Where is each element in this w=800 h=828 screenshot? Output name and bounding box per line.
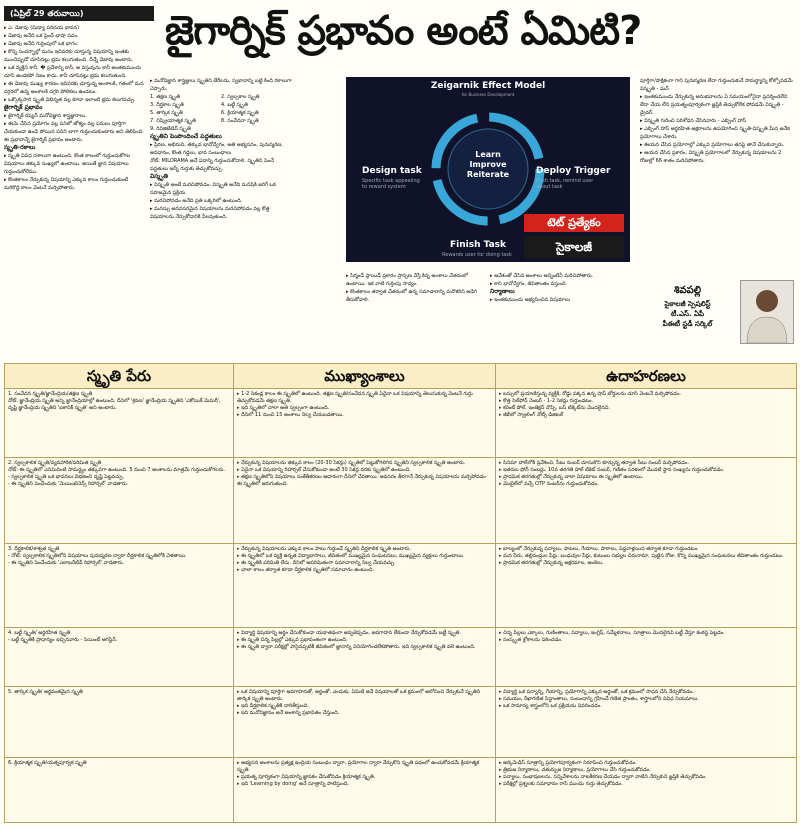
examples-cell-line: ▸ సినిమా హాల్‌లోకి ప్రవేశించి, సీటు నంబర్ చూసుకొని కూర్చున్న తర్వాత సీటు నంబర్ మర్చిపోవడం. <box>499 460 793 467</box>
page-title: జైగార్నిక్ ప్రభావం అంటే ఏమిటి? <box>165 8 642 54</box>
examples-cell-line: ▸ మొబైల్‌లో వచ్చే OTP నంబర్‌ను గుర్తుంచుకోవడం. <box>499 481 793 488</box>
forgetting-heading: విస్మృతి <box>150 173 168 180</box>
key-points-cell-line: ▸ నేర్చుకున్న విషయాలను ఎక్కువ కాలం పాటు గుర్తుండే స్మృతిని దీర్ఘకాలిక స్మృతి అంటారు. <box>237 546 492 553</box>
c1lines-line: ▸ ఒక వ్యక్తిని కానీ, � ప్రదేశాన్ని కానీ, ఆ వస్తువును కానీ అంతకుముందు చూసి ఉండకపో నిజం కాదు. కానీ చూసినట్లు భ్రమ కలుగుతుంది. <box>4 65 142 79</box>
table-row <box>5 544 797 628</box>
key-points-cell-line: ▸ ఈ స్మృతికి పరిమితి లేదు. దీనిలో అపరిమితంగా సమాచారాన్ని నిల్వ చేయవచ్చు. <box>237 560 492 567</box>
c1s-line: ▸ కొంతకాలం నేర్చుకున్న విషయాన్ని ఎక్కువ కాలం గుర్తుంచుకుంటే మరికొద్ది కాలం వెంటనే మర్చిపోతారు. <box>4 177 128 191</box>
c5lines-line: ▸ ఆయన చేసిన ప్రకారం, విస్మృతి ప్రయోగాలలో నేర్చుకున్న విషయాలను 2 రోజుల్లో 66 శాతం మరిచిపోతారు. <box>640 150 782 164</box>
table-row <box>5 389 797 458</box>
model-title: Zeigarnik Effect Model <box>430 81 546 91</box>
person-icon <box>741 281 793 343</box>
model-subtitle: for Business Development <box>461 92 515 97</box>
key-points-cell-line: ▸ విద్యార్థి విషయాన్ని అర్థం చేసుకోకుండా యథాతథంగా అప్పజెప్పడం, అవగాహన లేకుండా నేర్చుకోవడమే బట్టీ స్మృతి. <box>237 630 492 637</box>
memory-name-cell <box>5 544 234 628</box>
dejavu-section <box>4 24 144 104</box>
column-1 <box>4 24 144 357</box>
examples-cell-line: ▸ ప్రాథమిక తరగతుల్లో నేర్చుకున్న చాలా విషయాలు ఈ స్మృతిలో ఉంటాయి. <box>499 474 793 481</box>
memory-name-cell <box>5 389 234 458</box>
examples-cell-line: ▸ అర్కిమెడిస్ సూత్రాన్ని ప్రయోగపూర్వకంగా నిరూపించి గుర్తుంచుకోవడం. <box>499 760 793 767</box>
column-2 <box>150 77 292 357</box>
c3lines-line: ▸ కొంతకాలం తర్వాత చేతనంలో ఉన్న సమాచారాన్ని మరొకరిని అడిగి తీసుకోవాలి. <box>346 289 477 303</box>
key-points-cell <box>234 389 496 458</box>
tet-special-badge: టెట్ ప్రత్యేకం <box>524 214 624 232</box>
c1z-line: ▸ ఈమె చేసిన ప్రయోగం వల్ల పనిలో జోక్యం వల్ల పనులు పూర్తిగా చేయకుండా ఉండి పోయిన పనిని బాగా గుర్తుంచుకుంటారు అని తెలిపింది. ఈ ప్రభావాన్నే జైగార్నిక్ ప్రభావం అంటారు. <box>4 121 144 143</box>
author-box <box>640 278 795 358</box>
psychology-badge: సైకాలజీ <box>524 236 624 258</box>
improve-memory-section <box>150 141 292 173</box>
memory-name-cell <box>5 628 234 687</box>
memory-name-cell-line: - నోట్: స్వల్పకాలిక స్మృతిలోని విషయాలు పునఃస్మరణ ద్వారా దీర్ఘకాలిక స్మృతిలోకి వెళతాయి. <box>8 553 187 560</box>
examples-cell <box>496 544 797 628</box>
c4lines-line: ▸ కాని భావోద్వేగం, జీవితాంతం వస్తుంది. <box>490 281 568 287</box>
key-points-cell-line: ▸ దీనిలో 11 నుంచి 15 అంశాలు నిల్వ చేయబడతాయి. <box>237 412 492 419</box>
c5lines-line: ▸ విస్మృతి గురించి పరిశోధన చేసినవారు - ఎబ్బింగ్ హాస్ <box>640 118 747 124</box>
key-points-cell-line: ▸ ప్రయత్న పూర్వకంగా విషయాన్ని జ్ఞాపకం చేసుకోవడం క్రియాత్మక స్మృతి. <box>237 774 492 781</box>
c3lines-line: ▸ సిగ్మండ్ ఫ్రాయిడ్ ప్రకారం ప్రాస్పణ వేస్తే కిన్న అంశాలు చేతనంలో ఉంటాయి. ఇక వాటి గుర్తింపు సాధ్యం. <box>346 273 469 287</box>
c5lines-line: ▸ ఈయన చేసిన ప్రయోగాల్లో ఎక్కువ ప్రయోగాలు తనపై తానే చేసుకున్నారు. <box>640 142 785 148</box>
c2lines2-line: ▸ విస్మృతి అంటే మరచిపోవడం. విస్మృతి అనేది మనిషికి జరిగే ఒక సహజమైన ప్రక్రియ. <box>150 182 276 196</box>
table-row <box>5 458 797 544</box>
zeigarnik-model-diagram <box>346 77 630 262</box>
key-points-cell-line: ▸ ఈ స్మృతి ద్వారా పరీక్షల్లో పాసైనప్పటికీ జీవితంలో జ్ఞానాన్ని వినియోగించలేకపోతారు. ఇది స్వల్పకాలిక స్మృతి వలె ఉంటుంది. <box>237 644 492 651</box>
key-points-cell-line: ▸ ఇది 'Learning by doing' అనే సూత్రాన్ని పాటిస్తుంది. <box>237 781 492 788</box>
key-points-cell <box>234 628 496 687</box>
c1s-line: ▸ స్మృతి వివిధ దశాలుగా ఉంటుంది. కొంత కాలంలో గుర్తుంచుకోగల విషయాలు తక్కువ సంఖ్యలో ఉంటాయి. అయితే జ్ఞాన విషయాలు గుర్తుంచుకోలేము. <box>4 153 131 175</box>
header-examples: ఉదాహరణలు <box>496 364 797 389</box>
c2list-line: 9. రివిజిటేటివ్ స్మృతి <box>150 126 191 132</box>
forgetting-definitions <box>640 77 796 165</box>
author-org: టీ.ఎస్. ఏపీ <box>670 310 704 318</box>
memory-name-cell-line: 3. దీర్ఘకాలిక/శాశ్వత స్మృతి <box>8 546 60 553</box>
c1z-line: ▸ జైగార్నిక్ రష్యన్ మనోవిజ్ఞాన శాస్త్రజ్ఞురాలు. <box>4 113 87 119</box>
examples-cell <box>496 628 797 687</box>
c2lines-line: ▸ ప్రేరణ, అభిరుచి, తక్కువ భావోద్వేగం, అతి అభ్యసనం, పునఃస్మరణ, అవధానం, కొంత గడ్డలు, భావ సంబంధాలు <box>150 142 283 156</box>
structures-section <box>490 296 630 304</box>
c2list-line: 8. సంవేదనా స్మృతి <box>221 118 259 124</box>
examples-cell-line: ▸ విద్యార్థి ఒక పద్యాన్ని, గేయాన్ని, ప్రయోగాన్ని ఎక్కువ అర్థంతో, ఒక క్రమంలో సాధన చేసి నేర్చుకోవడం. <box>499 689 793 696</box>
table-row <box>5 686 797 757</box>
c1lines-line: ▸ ఎ. డెజావు (మిథ్యా పరిచయ భావన) <box>4 25 80 31</box>
examples-cell-line: ▸ బస్సులో ప్రయాణిస్తున్న వ్యక్తికి, రోడ్డు పక్కన ఉన్న షాప్ బోర్డులను చూసి వెంటనే మర్చిపోవడం. <box>499 391 793 398</box>
c2lines2-line: ▸ మనస్సు అనవసరమైన విషయాలను మరచిపోవడం వల్ల కొత్త విషయాలను నేర్చుకోడానికి వీలవుతుంది. <box>150 206 270 220</box>
examples-cell-line: ▸ జీబీలో స్క్రాలింగ్ నోట్స్ డిజిటల్ <box>499 412 793 419</box>
examples-cell <box>496 757 797 822</box>
table-row <box>5 628 797 687</box>
author-name: శివపల్లి <box>673 285 702 296</box>
examples-cell-line: ▸ చిన్న పిల్లలు ఎక్కాలు, గుణింతాలు, పద్యాలు, ఇంగ్లిష్, సమ్మేళనాలు, సూత్రాలు మొదలైనవి బట్టీ వేస్తూ కంఠస్థ పెట్టడం. <box>499 630 793 637</box>
memory-name-cell-line: నోట్: జ్ఞానేంద్రియ స్మృతి అన్ని జ్ఞానేంద్రియాల్లో ఉంటుంది. దీనిలో 'శ్రవణ' జ్ఞానేంద్రియ స్మృతిని 'ఎకోయిక్ మెమరీ', దృష్టి జ్ఞానేంద్రియ స్మృతిని 'ఐకానిక్ స్మృతి' అని అంటారు. <box>8 398 221 411</box>
memory-types-heading: స్మృతి-రకాలు <box>4 144 36 151</box>
c2list-line: 6. క్రియాత్మక స్మృతి <box>221 110 259 116</box>
examples-cell-line: ▸ ప్రాథమిక తరగతుల్లో నేర్చుకున్న అక్షరమాల, అంకెలు. <box>499 560 793 567</box>
memory-name-cell <box>5 458 234 544</box>
c2lines-line: నోట్: MILORAMA అనే పదాన్ని గుర్తుంచుకోవాలి. స్మృతిని పెంచే పద్ధతులు అన్నీ గుర్తుకు తెచ్చుకోవచ్చు. <box>150 158 274 172</box>
examples-cell-line: ▸ పద్యాలు, సంభాషణలను, సన్నివేశాలను నాటకీకరణ చేయడం ద్వారా వాటిని నేర్చుకుని జ్ఞప్తికి తెచ్చుకోవడం. <box>499 774 793 781</box>
memory-name-cell <box>5 757 234 822</box>
memory-name-cell-line: - బట్టీ స్మృతికి ప్రాధాన్యం ఇచ్చినవారు - సెయింట్ ఆగస్టిన్. <box>8 637 118 643</box>
header-key-points: ముఖ్యాంశాలు <box>234 364 496 389</box>
column-3 <box>346 272 486 358</box>
examples-cell-line: ▸ బాల్యంలో నేర్చుకున్న పద్యాలు, పాటలు, గేయాలు, పాఠాలు, పెద్దవాళ్లయిన తర్వాత కూడా గుర్తుండటం. <box>499 546 793 553</box>
memory-name-cell-line: 2. స్వల్పకాలిక స్మృతి/వ్యవహారిక/పరిమిత స్మృతి <box>8 460 102 467</box>
freud-section <box>346 272 486 304</box>
key-points-cell-line: ▸ ఏదైనా ఒక విషయాన్ని రిహార్సల్ చేసుకోకుండా అంటే 30 సెకన్ల వరకు స్మృతిలో ఉంటుంది. <box>237 467 492 474</box>
key-points-cell <box>234 757 496 822</box>
examples-cell-line: ▸ పరీక్షల్లో ప్రశ్నలకు సమాధానం రాసే ముందు గుర్తు తెచ్చుకోవడం. <box>499 781 793 788</box>
author-designation: సైకాలజీ స్పెషలిస్ట్ <box>664 300 711 308</box>
structures-heading: నిర్మాణాలు <box>490 288 515 295</box>
examples-cell-line: ▸ ఒక సామాన్య శాస్త్రంలోని ఒక ప్రక్రియను వివరించడం. <box>499 703 793 710</box>
examples-cell-line: ▸ కొత్త సెల్‌ఫోన్ నెంబర్ - 1-2 సెకన్లు గుర్తుండటం. <box>499 398 793 405</box>
continuation-tag: (ఏప్రిల్ 29 తరువాయి) <box>4 6 154 21</box>
deploy-trigger-label: Deploy Trigger <box>536 166 611 176</box>
table-row <box>5 757 797 822</box>
key-points-cell-line: ▸ తక్షణ స్మృతిలోని విషయాలు సంకేతీకరణం ఆధారంగా దీనిలో చేరతాయి. అవసరం తీరగానే నేర్చుకున్న విషయాలను మర్చిపోవడం ఈ స్మృతిలో జరుగుతుంది. <box>237 474 492 488</box>
examples-cell <box>496 686 797 757</box>
memory-name-cell-line: 1. సంవేదన స్మృతి/జ్ఞానేంద్రియ/తక్షణ స్మృతి <box>8 391 93 397</box>
table-header-row <box>5 364 797 389</box>
memory-types-list <box>150 93 292 133</box>
author-center: పీఈటీ స్టడీ సర్కిల్ <box>662 320 713 328</box>
author-photo <box>740 280 794 344</box>
forgetting-section <box>150 181 292 221</box>
key-points-cell-line: ▸ 1-2 సెకండ్ల కాలం ఈ స్మృతిలో ఉంటుంది. తక్షణ స్మృతి/సంవేదన స్మృతి ఏదైనా ఒక విషయాన్ని తెలుసుకున్న వెంటనే గుర్తు తెచ్చుకోవడమే తక్షణ స్మృతి. <box>237 391 492 405</box>
memory-name-cell-line: - ఈ స్మృతిని పెంచేందుకు 'మెయింటెనెన్స్ రిహార్సల్' వాడతారు. <box>8 481 129 488</box>
examples-cell <box>496 389 797 458</box>
key-points-cell <box>234 458 496 544</box>
key-points-cell <box>234 544 496 628</box>
c2list-line: 2. స్వల్పకాల స్మృతి <box>221 94 260 100</box>
column-4 <box>490 272 630 358</box>
finish-task-label: Finish Task <box>450 240 507 250</box>
c2list-line: 1. తక్షణ స్మృతి <box>150 94 180 100</box>
examples-cell-line: ▸ సంస్కృత శ్లోకాలను పఠించడం. <box>499 637 793 644</box>
c1lines-line: ▸ డెజావు అనేది గుర్తింపులో ఒక భాగం. <box>4 41 79 47</box>
design-task-desc: Specific task appealing to reward system <box>362 178 420 190</box>
examples-cell-line: ▸ ఇతరుల ఫోన్ నంబర్లు, 10వ తరగతి హాల్ టికెట్ నంబర్, గణితం సరళంలో మొదటి స్థాన సంఖ్యను గుర్తుంచుకోవడం. <box>499 467 793 474</box>
key-points-cell-line: ▸ ఇది స్మృతిలో చాలా అతి స్వల్పంగా ఉంటుంది. <box>237 405 492 412</box>
design-task-label: Design task <box>362 166 422 176</box>
emotion-section <box>490 272 630 288</box>
zeigarnik-section <box>4 112 144 144</box>
key-points-cell-line: ▸ ఈ స్మృతి చిన్న పిల్లల్లో ఎక్కువ ప్రభావంతంగా ఉంటుంది. <box>237 637 492 644</box>
c4n-line: ▸ ఇంతకుముందు అభ్యసించిన విషయాలు <box>490 297 571 303</box>
key-points-cell-line: ▸ ఇది మనోవిజ్ఞానం అనే అంశాన్ని ప్రభావితం చేస్తుంది. <box>237 710 492 717</box>
key-points-cell-line: ▸ నేర్చుకున్న విషయాలను తక్కువ కాలం (20-30 సెకన్లు) స్మృతిలో పెట్టుకోగలిగిన స్మృతిని స్వల్పకాలిక స్మృతి అంటారు. <box>237 460 492 467</box>
header-memory-name: స్మృతి పేరు <box>5 364 234 389</box>
key-points-cell-line: ▸ అభ్యసన అంశాలను ప్రత్యక్ష ఇంద్రియ సంబంధం ద్వారా, ప్రయోగాల ద్వారా నేర్చుకొని స్మృతి పథంలో ఉంచుకోవడమే క్రియాత్మక స్మృతి. <box>237 760 492 774</box>
center-reiterate: Reiterate <box>466 170 510 179</box>
key-points-cell-line: ▸ ఒక విషయాన్ని పూర్తిగా అవగాహనతో, అర్థంతో, ఎందుకు, ఏమిటి అనే విషయాలతో ఒక క్రమంలో అలోచించి నేర్చుకునే స్మృతిని తార్కిక స్మృతి అంటారు. <box>237 689 492 703</box>
c2lines2-line: ▸ మరచిపోవడం అనేది ప్రతి ఒక్కరిలో ఉంటుంది. <box>150 198 243 204</box>
zeigarnik-heading: జైగార్నిక్ ప్రభావం <box>4 104 43 111</box>
memory-name-cell-line: 4. బట్టీ స్మృతి/ అర్థరహిత స్మృతి <box>8 630 71 636</box>
finish-task-desc: Rewards user for doing task <box>442 252 512 258</box>
examples-cell-line: ▸ సమయం, రేఖాగణిత సిద్ధాంతాలు, సంబంధాన్ని గ్రహించే గణిత ప్రాంతం, శాస్త్రాలలోని వివిధ నియమాలు. <box>499 696 793 703</box>
key-points-cell-line: ▸ ఈ స్మృతిలో ఒక వ్యక్తి ఉన్నత విద్యాభాసాలు, జీవితంలో ముఖ్యమైన సంఘటనలు, ముఖ్యమైన వ్యక్తులు గుర్తుంటాయి. <box>237 553 492 560</box>
c5lines-line: పూర్తిగా/పాక్షికంగా గాని పునఃస్మరణ లేదా గుర్తుంచుకునే సామర్థ్యాన్ని కోల్పోవడమే విస్మృతి - మన్ <box>640 78 793 92</box>
memory-name-cell-line: - స్వల్పకాలిక స్మృతి ఒక భావనలు విభజించి దృష్టి పెట్టవచ్చు. <box>8 474 125 481</box>
memory-name-cell-line: నోట్: ఈ స్మృతిలో ఎనిమిదింటి సామర్థ్యం తక్కువగా ఉంటుంది. 5 నుంచి 7 అంశాలను మాత్రమే గుర్తుంచుకోగలరు. <box>8 467 226 474</box>
improve-memory-heading: స్మృతిని పెంపొందించే పద్ధతులు <box>150 133 222 140</box>
memory-types-section <box>4 152 144 192</box>
c2list-line: 7. నిష్క్రియాత్మక స్మృతి <box>150 118 196 124</box>
c1lines-line: ▸ ఈ డెజావు ముఖ్య కారణం ఇదివరకు చూస్తున్న అంశాలకి, గతంలో మన దగ్గరలో ఉన్న అంశాలకి దగ్గరి పోలికలు ఉండటం. <box>4 81 144 95</box>
deploy-trigger-desc: Push task, remind user about task <box>536 178 594 190</box>
c1lines-line: ▸ డెజావు అనేది ఒక ఫ్రెంచ్ భాషా పదం. <box>4 33 79 39</box>
column-5 <box>640 77 796 277</box>
examples-cell <box>496 458 797 544</box>
key-points-cell <box>234 686 496 757</box>
c2list-line: 5. తార్కిక స్మృతి <box>150 110 183 116</box>
examples-cell-line: ▸ కరెంట్ పోల్, ఇంజెక్షన్ నొప్పి, బస్ టిక్కెట్‌ను మొదలైనవి. <box>499 405 793 412</box>
key-points-cell-line: ▸ చాలా కాలం తర్వాత కూడా దీర్ఘకాలిక స్మృతిలో సమాచారం ఉంటుంది. <box>237 567 492 574</box>
memory-types-table <box>4 363 797 823</box>
center-improve: Improve <box>469 160 507 169</box>
memory-name-cell-line: - ఈ స్మృతిని పెంచేందుకు 'ఎలాబరేటివ్ రిహార్సల్' వాడతారు. <box>8 560 125 567</box>
c1lines-line: ▸ ఒక్కొక్కసారి స్మృతి విభిన్నత వల్ల కూడా ఇలాంటి భ్రమ కలుగవచ్చు. <box>4 97 136 103</box>
memory-name-cell-line: 6. క్రియాత్మక స్మృతి/యత్నపూర్వక స్మృతి <box>8 759 87 766</box>
examples-cell-line: ▸ మన పేరు, తల్లిదండ్రుల పేర్లు, బంధువుల పేర్లు, కుటుంబ సభ్యుల చిరునామా, పుట్టిన రోజు, కొన్ని ముఖ్యమైన సంఘటనలు జీవితాంతం గుర్తుండటం. <box>499 553 793 560</box>
memory-name-cell <box>5 686 234 757</box>
key-points-cell-line: ▸ ఇది దీర్ఘకాలిక స్మృతికి దారితీస్తుంది. <box>237 703 492 710</box>
c4lines-line: ▸ ఆవేశంతో చేసిన అంశాలు అన్నింటినీ మరిచిపోతారు. <box>490 273 594 279</box>
c2list-line: 4. బట్టీ స్మృతి <box>221 102 248 108</box>
examples-cell-line: ▸ త్రిభుజ నిర్మాణాలు, చతుర్భుజ నిర్మాణాలు, ప్రయోగాలు చేసి గుర్తుంచుకోవడం. <box>499 767 793 774</box>
memory-types-intro: ▸ మనోవిజ్ఞాన శాస్త్రజ్ఞులు స్మృతిని బేరీలను, స్వభావాన్ని బట్టి కింది రకాలుగా చెప్పారు. <box>150 78 292 92</box>
c5lines-line: ▸ ఇంతకుముందు నేర్చుకున్న అనుభవాలను ఏ సమయంలోనైనా ప్రదర్శించలేని లేదా చేయ లేని ప్రయత్నంపూర్వకంగా జ్ఞప్తికి తెచ్చుకోలేక పోవడమే విస్మృతి - డ్రైవర్. <box>640 94 788 116</box>
c5lines-line: ▸ ఎబ్బింగ్ హాస్ అర్థరహిత అక్షరాలను ఉపయోగించి స్మృతి-విస్మృతి మీద అనేక ప్రయోగాలు చేశారు. <box>640 126 790 140</box>
c1lines-line: ▸ కొన్ని సందర్భాల్లో మనం ఇదివరకు చూస్తున్న విషయాన్ని ఇంతకు ముందెప్పుడో చూసినట్లు భ్రమ కలుగుతుంది. దీన్నే డెజావు అంటారు. <box>4 49 134 63</box>
center-learn: Learn <box>475 150 501 159</box>
c2list-line: 3. దీర్ఘకాల స్మృతి <box>150 102 184 108</box>
memory-name-cell-line: 5. తార్కిక స్మృతి/ అర్థవంతమైన స్మృతి <box>8 688 83 695</box>
